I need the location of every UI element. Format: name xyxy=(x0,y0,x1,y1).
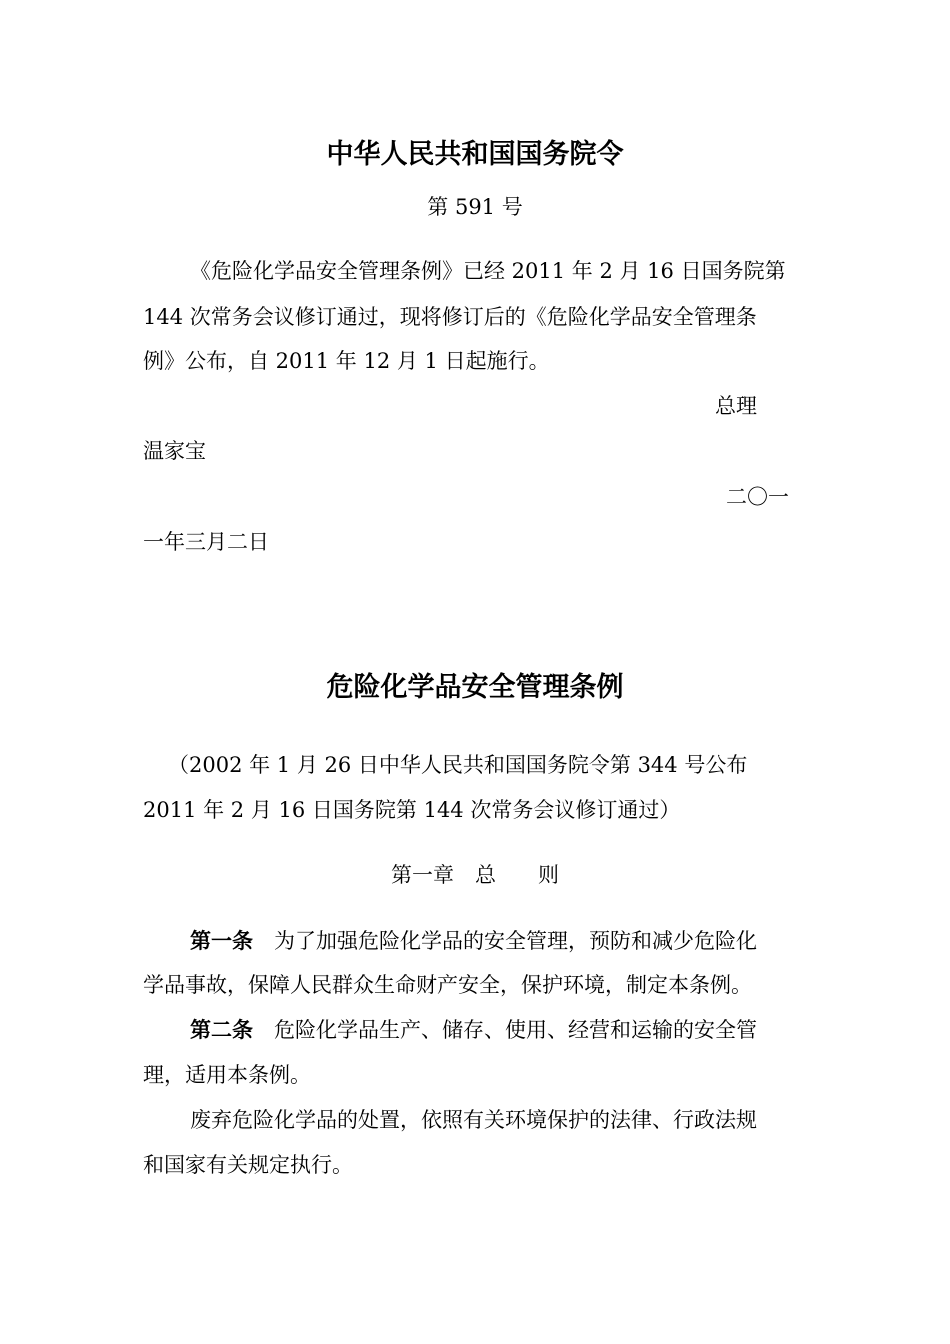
order-body-line: 144 次常务会议修订通过，现将修订后的《危险化学品安全管理条 xyxy=(143,305,757,329)
article-1-line2: 学品事故，保障人民群众生命财产安全，保护环境，制定本条例。 xyxy=(143,973,752,997)
order-body-line: 《危险化学品安全管理条例》已经 2011 年 2 月 16 日国务院第 xyxy=(190,259,786,283)
regulation-title: 危险化学品安全管理条例 xyxy=(326,672,624,703)
signer-title: 总理 xyxy=(715,394,757,418)
order-number: 第 591 号 xyxy=(427,195,523,219)
paragraph-line: 和国家有关规定执行。 xyxy=(143,1153,353,1177)
history-line: （2002 年 1 月 26 日中华人民共和国国务院令第 344 号公布 xyxy=(168,753,748,777)
paragraph-line: 废弃危险化学品的处置，依照有关环境保护的法律、行政法规 xyxy=(190,1108,757,1132)
article-2-text: 危险化学品生产、储存、使用、经营和运输的安全管 xyxy=(253,1018,757,1042)
article-1-line1 xyxy=(190,926,757,956)
article-1-text: 为了加强危险化学品的安全管理，预防和减少危险化 xyxy=(253,929,757,953)
history-line: 2011 年 2 月 16 日国务院第 144 次常务会议修订通过） xyxy=(143,798,681,822)
article-2-line2: 理，适用本条例。 xyxy=(143,1063,311,1087)
order-date-part1: 二〇一 xyxy=(726,485,789,509)
signer-name: 温家宝 xyxy=(143,439,206,463)
article-2-line1 xyxy=(190,1015,757,1045)
order-date-part2: 一年三月二日 xyxy=(143,530,269,554)
order-title: 中华人民共和国国务院令 xyxy=(326,139,624,170)
article-2-label: 第二条 xyxy=(190,1018,253,1042)
article-1-label: 第一条 xyxy=(190,929,253,953)
chapter-heading: 第一章 总 则 xyxy=(391,863,559,887)
order-body-line: 例》公布，自 2011 年 12 月 1 日起施行。 xyxy=(143,349,550,373)
